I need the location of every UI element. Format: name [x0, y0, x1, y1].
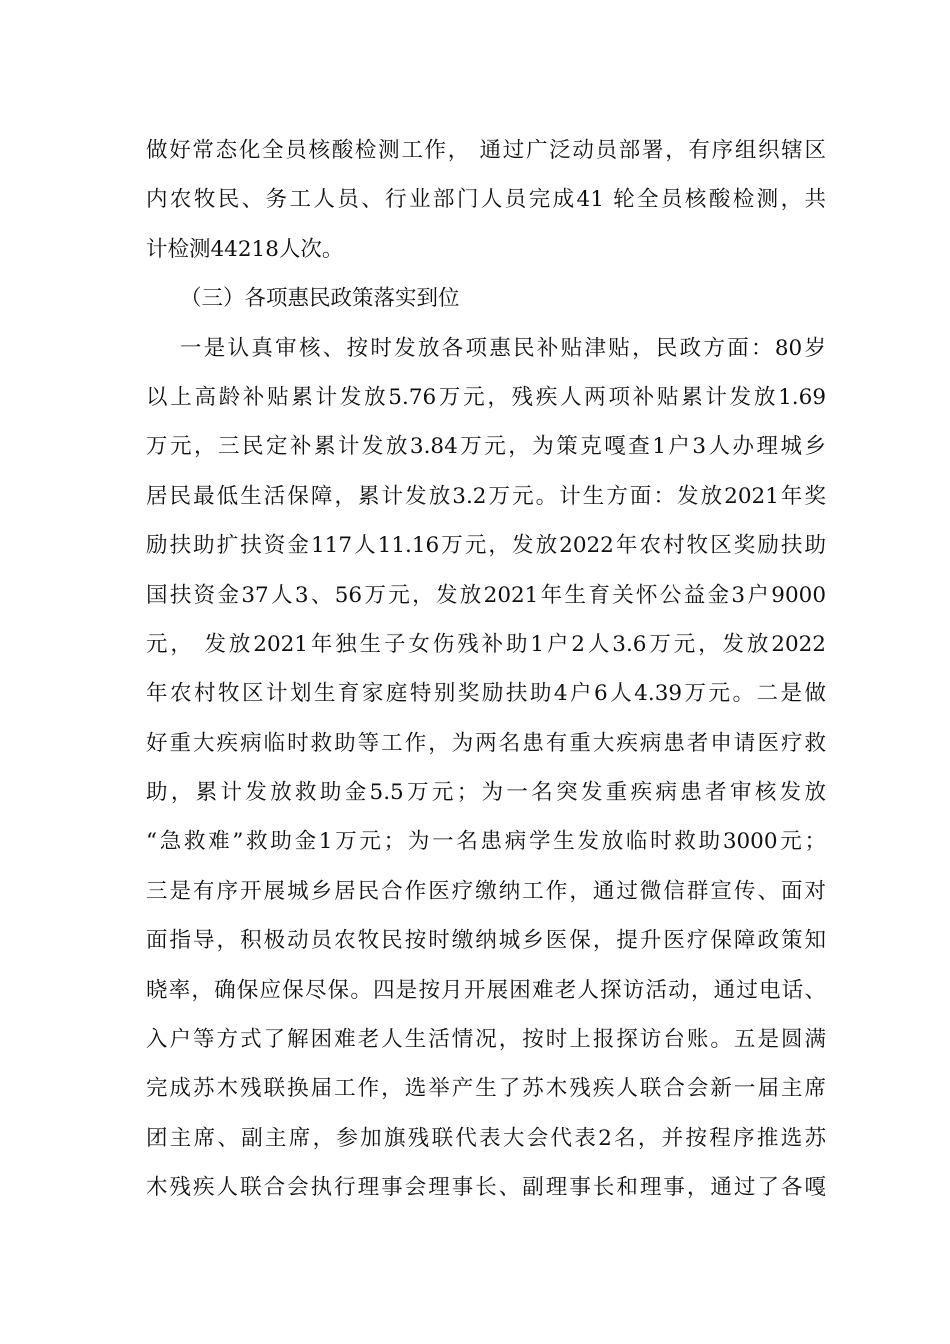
text-line: 团主席、副主席，参加旗残联代表大会代表2名，并按程序推选苏	[146, 1125, 826, 1151]
text-line: “急救难”救助金1万元；为一名患病学生发放临时救助3000元；	[146, 829, 826, 855]
text-line: 面指导，积极动员农牧民按时缴纳城乡医保，提升医疗保障政策知	[146, 928, 826, 954]
text-line: 完成苏木残联换届工作，选举产生了苏木残疾人联合会新一届主席	[146, 1076, 826, 1102]
text-line: 元， 发放2021年独生子女伤残补助1户2人3.6万元，发放2022	[146, 631, 826, 657]
text-line: 木残疾人联合会执行理事会理事长、副理事长和理事，通过了各嘎	[146, 1175, 826, 1201]
document-body	[146, 126, 826, 1213]
text-line: 计检测44218人次。	[146, 236, 344, 262]
text-line: 内农牧民、务工人员、行业部门人员完成41 轮全员核酸检测，共	[146, 187, 826, 213]
text-line: 入户等方式了解困难老人生活情况，按时上报探访台账。五是圆满	[146, 1027, 826, 1053]
text-line: 好重大疾病临时救助等工作，为两名患有重大疾病患者申请医疗救	[146, 730, 826, 756]
text-line: 居民最低生活保障，累计发放3.2万元。计生方面：发放2021年奖	[146, 483, 826, 509]
text-line: 助，累计发放救助金5.5万元；为一名突发重疾病患者审核发放	[146, 780, 826, 806]
text-line: 年农村牧区计划生育家庭特别奖励扶助4户6人4.39万元。二是做	[146, 681, 826, 707]
text-line: 三是有序开展城乡居民合作医疗缴纳工作，通过微信群宣传、面对	[146, 878, 826, 904]
text-line: 万元，三民定补累计发放3.84万元，为策克嘎查1户3人办理城乡	[146, 434, 826, 460]
text-line: 做好常态化全员核酸检测工作， 通过广泛动员部署，有序组织辖区	[146, 138, 826, 163]
text-line: 励扶助扩扶资金117人11.16万元，发放2022年农村牧区奖励扶助	[146, 533, 826, 559]
text-line: 晓率，确保应保尽保。四是按月开展困难老人探访活动，通过电话、	[146, 977, 826, 1003]
text-line: 以上高龄补贴累计发放5.76万元，残疾人两项补贴累计发放1.69	[146, 384, 826, 410]
section-heading: （三）各项惠民政策落实到位	[180, 286, 460, 312]
text-line: 国扶资金37人3、56万元，发放2021年生育关怀公益金3户9000	[146, 582, 826, 608]
text-line: 一是认真审核、按时发放各项惠民补贴津贴，民政方面：80岁	[180, 335, 826, 361]
